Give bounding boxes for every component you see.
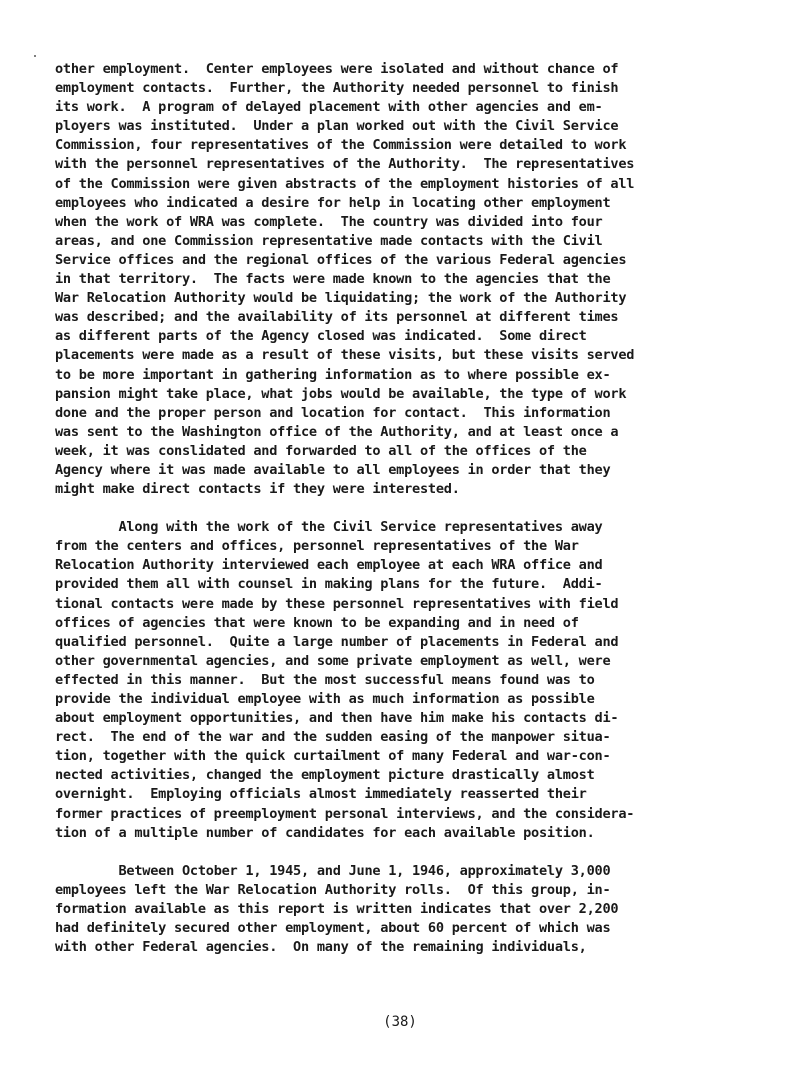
scan-speck bbox=[34, 55, 36, 57]
paragraph-3: Between October 1, 1945, and June 1, 1946, approximately 3,000 employees left the War Relocation Authority rolls. Of this group, in- formation available as this report is written indicates that over 2,200 had definitely secured other employment, about 60 percent of which was with other Federal agencies. On many of the remaining individuals, bbox=[55, 862, 619, 956]
paragraph-1: other employment. Center employees were isolated and without chance of employment contacts. Further, the Authority needed personnel to finish its work. A program of delayed placement with other agencies and em- ployers was instituted. Under a plan worked out with the Civil Service Commission, four representatives of the Commission were detailed to work with the personnel representatives of the Authority. The representatives of the Commission were given abstracts of the employment histories of all employees who indicated a desire for help in locating other employment when the work of WRA was complete. The country was divided into four areas, and one Commission representative made contacts with the Civil Service offices and the regional offices of the various Federal agencies in that territory. The facts were made known to the agencies that the War Relocation Authority would be liquidating; the work of the Authority was described; and the availability of its personnel at different times as different parts of the Agency closed was indicated. Some direct placements were made as a result of these visits, but these visits served to be more important in gathering information as to where possible ex- pansion might take place, what jobs would be available, the type of work done and the proper person and location for contact. This information was sent to the Washington office of the Authority, and at least once a week, it was conslidated and forwarded to all of the offices of the Agency where it was made available to all employees in order that they might make direct contacts if they were interested. bbox=[55, 61, 635, 498]
paragraph-gap bbox=[55, 843, 755, 862]
document-body bbox=[55, 60, 755, 957]
page-number: (38) bbox=[383, 1014, 417, 1030]
paragraph-2: Along with the work of the Civil Service representatives away from the centers and offices, personnel representatives of the War Relocation Authority interviewed each employee at each WRA office and provided them all with counsel in making plans for the future. Addi- tional contacts were made by these personnel representatives with field offices of agencies that were known to be expanding and in need of qualified personnel. Quite a large number of placements in Federal and other governmental agencies, and some private employment as well, were effected in this manner. But the most successful means found was to provide the individual employee with as much information as possible about employment opportunities, and then have him make his contacts di- rect. The end of the war and the sudden easing of the manpower situa- tion, together with the quick curtailment of many Federal and war-con- nected activities, changed the employment picture drastically almost overnight. Employing officials almost immediately reasserted their former practices of preemployment personal interviews, and the considera- tion of a multiple number of candidates for each available position. bbox=[55, 519, 635, 841]
paragraph-gap bbox=[55, 499, 755, 518]
